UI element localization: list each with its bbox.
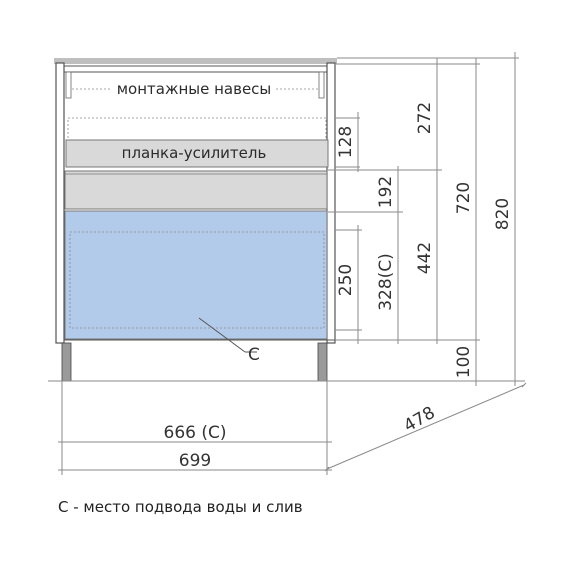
hinge-right <box>319 72 324 98</box>
leg-left <box>62 343 71 381</box>
label-c-marker: C <box>248 345 260 365</box>
hinge-left <box>66 72 71 98</box>
internal-frame-dashed <box>68 118 326 140</box>
dim-820: 820 <box>493 197 513 231</box>
vertical-dimensions <box>328 52 519 386</box>
dim-442: 442 <box>415 241 435 275</box>
dim-250: 250 <box>336 263 356 297</box>
dim-272: 272 <box>415 101 435 135</box>
legend-note: C - место подвода воды и слив <box>58 498 303 516</box>
dim-666c: 666 (C) <box>163 423 227 443</box>
left-side-panel <box>56 63 64 343</box>
depth-dimension <box>325 383 526 471</box>
dim-192: 192 <box>376 175 396 209</box>
dim-720: 720 <box>454 181 474 215</box>
label-hinges: монтажные навесы <box>116 80 272 98</box>
leg-right <box>318 343 327 381</box>
drawer-face-upper <box>65 171 327 209</box>
dim-128: 128 <box>336 125 356 159</box>
dim-100: 100 <box>454 345 474 379</box>
dim-478: 478 <box>400 402 439 437</box>
connection-zone <box>65 211 327 339</box>
cabinet-body <box>48 58 525 381</box>
dim-328c: 328(C) <box>376 253 396 311</box>
dim-699: 699 <box>178 451 212 471</box>
top-panel <box>54 58 337 64</box>
horizontal-dimensions <box>58 381 332 475</box>
label-reinforcement-bar: планка-усилитель <box>121 144 267 162</box>
right-side-panel <box>327 63 335 343</box>
